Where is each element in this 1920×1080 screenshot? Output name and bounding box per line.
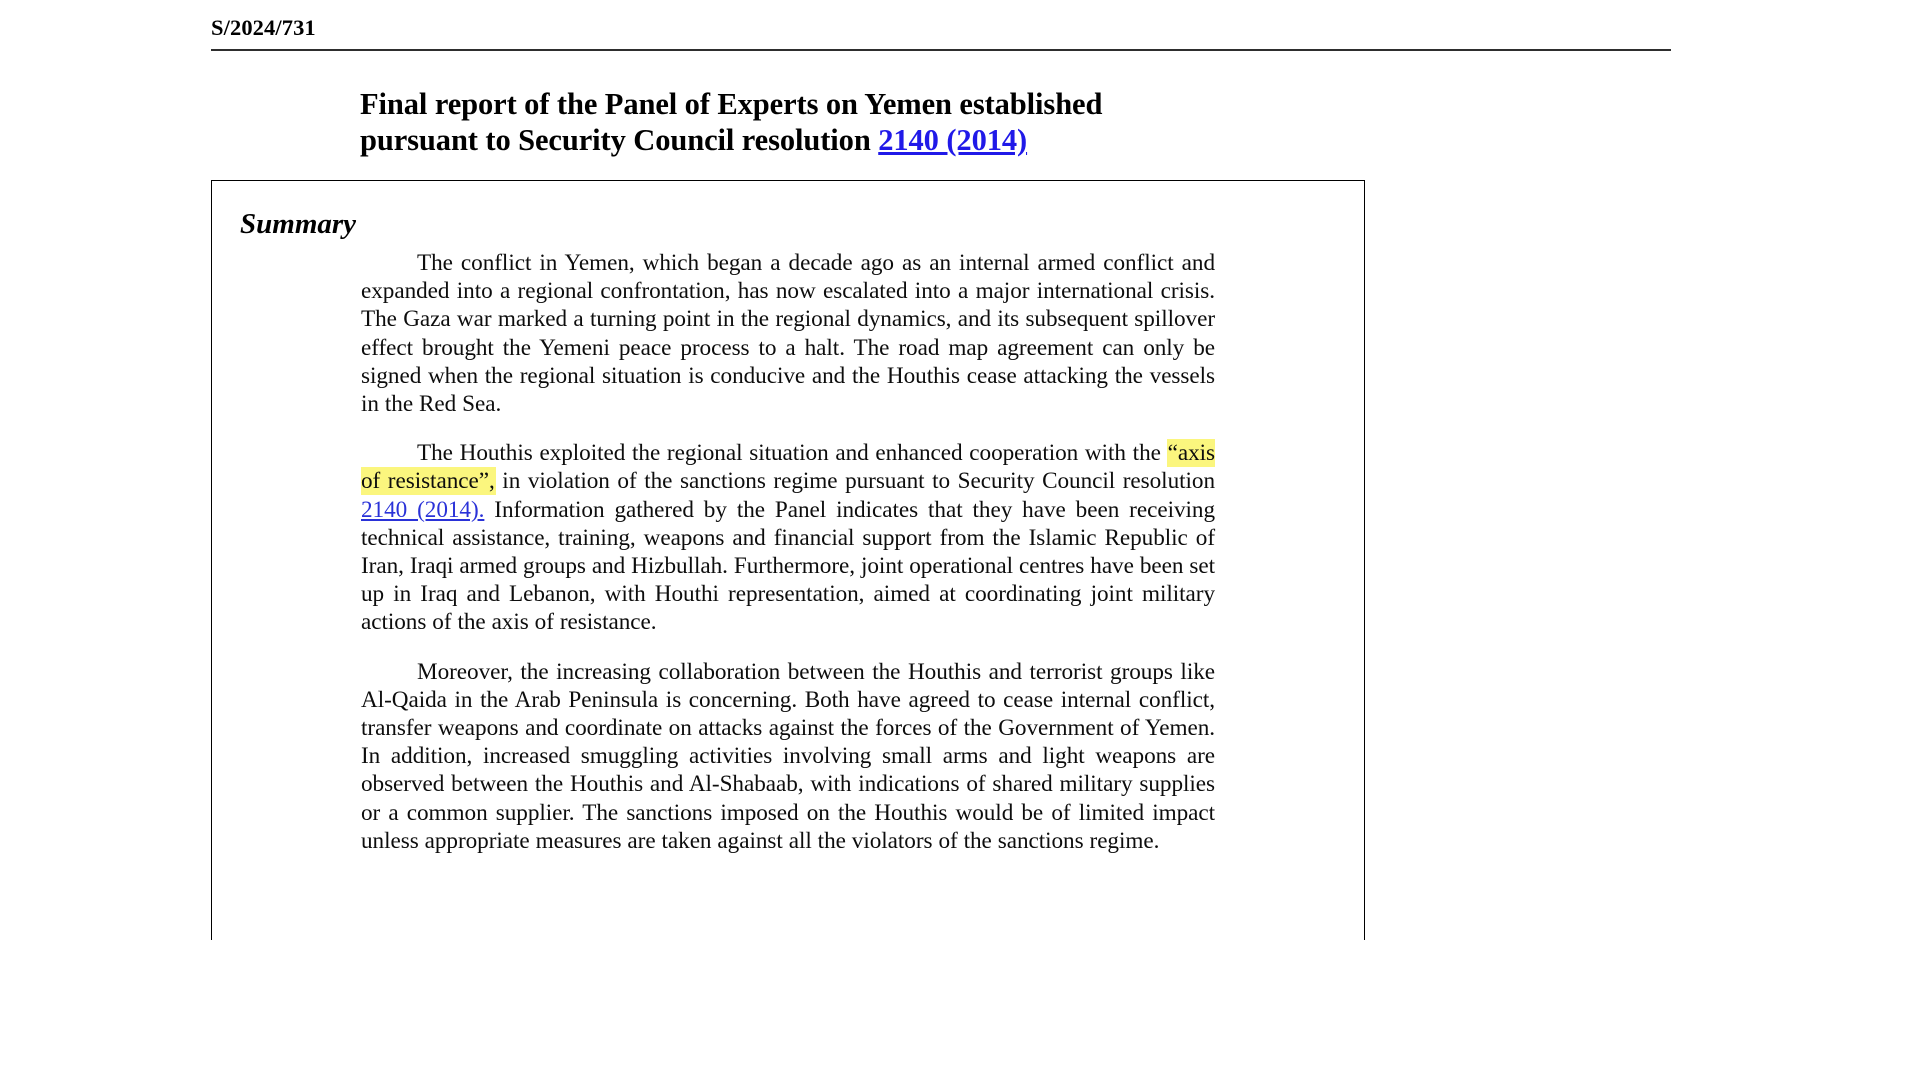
resolution-link-title[interactable]: 2140 (2014) <box>878 123 1028 158</box>
document-symbol: S/2024/731 <box>211 15 316 40</box>
header-divider <box>211 49 1671 51</box>
summary-paragraph-1: The conflict in Yemen, which began a decade ago as an internal armed conflict and expanded into a regional confrontation, has now escalated into a major international crisis. The Gaza war marked a turning point in the regional dynamics, and its subsequent spillover effect brought the Yemeni peace process to a halt. The road map agreement can only be signed when the regional situation is conducive and the Houthis cease attacking the vessels in the Red Sea. <box>361 250 1215 418</box>
resolution-link-body[interactable]: 2140 (2014). <box>361 496 485 523</box>
paragraph-2-segment-3: Information gathered by the Panel indicates that they have been receiving technical assistance, training, weapons and financial support from the Islamic Republic of Iran, Iraqi armed groups and Hizbullah. Furthermore, joint operational centres have been set up in Iraq and Lebanon, with Houthi representation, aimed at coordinating joint military actions of the axis of resistance. <box>361 496 1215 636</box>
summary-box <box>211 180 1365 940</box>
summary-paragraph-2 <box>361 439 1215 636</box>
document-header <box>211 14 1671 51</box>
summary-heading: Summary <box>240 208 357 240</box>
title-line-1: Final report of the Panel of Experts on Yemen established <box>360 87 1103 122</box>
highlighted-phrase: “axis of resistance”, <box>361 440 1215 495</box>
paragraph-2-segment-2: in violation of the sanctions regime pursuant to Security Council resolution <box>494 468 1215 495</box>
page-title <box>360 86 1200 158</box>
paragraph-2-segment-1: The Houthis exploited the regional situation and enhanced cooperation with the <box>417 440 1168 467</box>
title-line-2-text: pursuant to Security Council resolution <box>360 123 879 158</box>
summary-paragraph-3: Moreover, the increasing collaboration between the Houthis and terrorist groups like Al-Qaida in the Arab Peninsula is concerning. Both have agreed to cease internal conflict, transfer weapons and coordinate on attacks against the forces of the Government of Yemen. In addition, increased smuggling activities involving small arms and light weapons are observed between the Houthis and Al-Shabaab, with indications of shared military supplies or a common supplier. The sanctions imposed on the Houthis would be of limited impact unless appropriate measures are taken against all the violators of the sanctions regime. <box>361 658 1215 854</box>
summary-body <box>361 249 1215 855</box>
